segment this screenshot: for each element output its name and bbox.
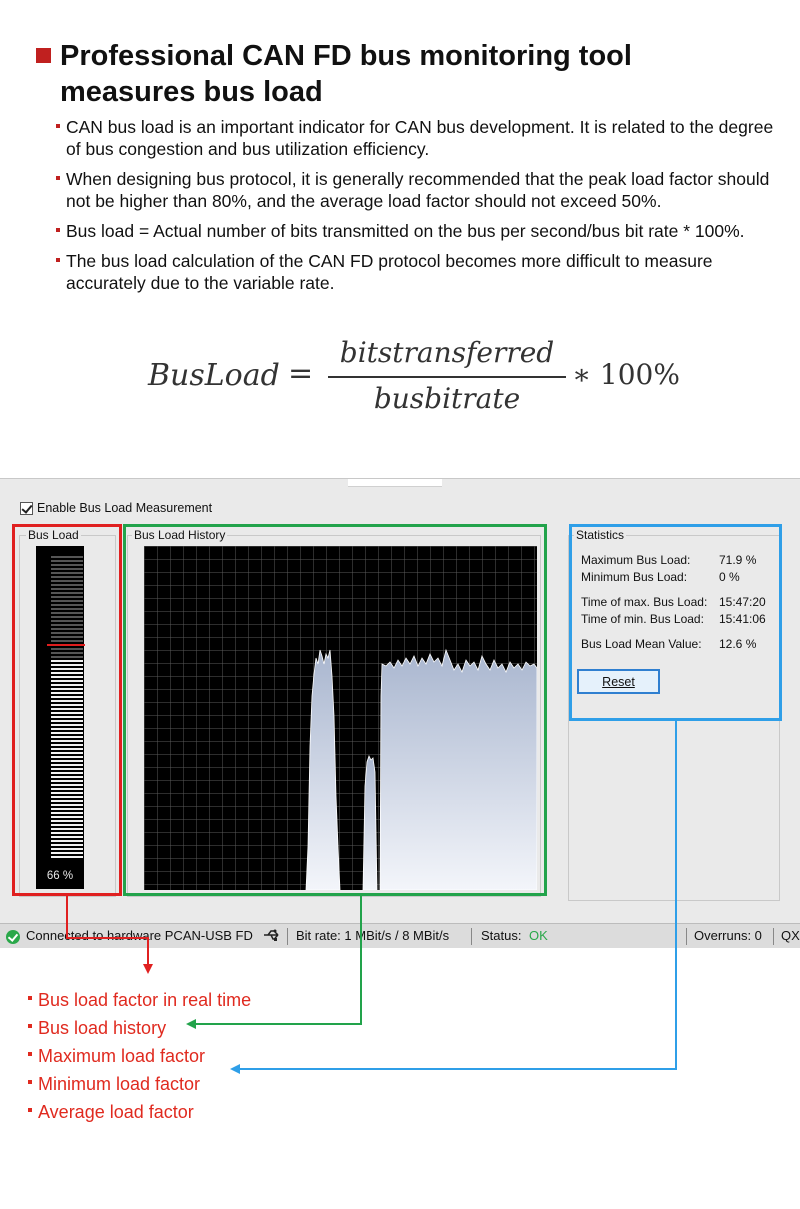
status-value: OK [529, 928, 548, 943]
status-separator [773, 928, 774, 945]
legend-item-maximum [28, 1042, 251, 1070]
legend-text: Average load factor [38, 1102, 194, 1122]
time-max-label: Time of max. Bus Load: [581, 595, 708, 609]
legend-item-minimum [28, 1070, 251, 1098]
bus-load-history-label: Bus Load History [134, 528, 226, 542]
enable-bus-load-checkbox[interactable] [20, 501, 212, 515]
highlight-box-statistics [569, 524, 782, 721]
legend-text: Maximum load factor [38, 1046, 206, 1066]
bullet-square [56, 124, 60, 128]
checkbox-checked-icon[interactable] [20, 502, 33, 515]
check-circle-icon [6, 930, 20, 944]
bullet-text: When designing bus protocol, it is generally recommended that the peak load factor should not be higher than 80%, and the average load factor should not exceed 50%. [66, 169, 770, 211]
legend-text: Bus load factor in real time [38, 990, 252, 1010]
highlight-box-history [123, 524, 547, 896]
qx-status: QX [781, 928, 800, 943]
bullet-list [56, 116, 776, 302]
status-separator [287, 928, 288, 945]
overruns-status: Overruns: 0 [694, 928, 762, 943]
bullet-item [56, 116, 776, 160]
statistics-group-label: Statistics [576, 528, 625, 542]
bus-load-formula [148, 336, 708, 422]
min-bus-load-value: 0 % [719, 570, 740, 584]
reset-button[interactable]: Reset [577, 669, 660, 694]
bullet-square [56, 258, 60, 262]
window-tab-stub [348, 479, 442, 487]
max-bus-load-label: Maximum Bus Load: [581, 553, 691, 567]
legend-text: Bus load history [38, 1018, 167, 1038]
legend-square [28, 1024, 32, 1028]
bullet-item [56, 250, 776, 294]
legend-square [28, 1080, 32, 1084]
page-title: Professional CAN FD bus monitoring tool measures bus load [60, 40, 632, 108]
status-separator [471, 928, 472, 945]
time-min-value: 15:41:06 [719, 612, 766, 626]
usb-icon [263, 927, 281, 946]
mean-label: Bus Load Mean Value: [581, 637, 702, 651]
bus-load-group-label: Bus Load [28, 528, 79, 542]
legend-list [28, 986, 251, 1126]
time-min-label: Time of min. Bus Load: [581, 612, 704, 626]
bullet-text: Bus load = Actual number of bits transmitted on the bus per second/bus bit rate * 100%. [66, 221, 745, 241]
bullet-square [56, 228, 60, 232]
max-bus-load-value: 71.9 % [719, 553, 757, 567]
bullet-square [56, 176, 60, 180]
legend-item-average [28, 1098, 251, 1126]
bullet-item [56, 220, 776, 242]
legend-square [28, 1052, 32, 1056]
legend-square [28, 996, 32, 1000]
highlight-box-bus-load [12, 524, 122, 896]
formula-lhs: BusLoad [148, 358, 280, 393]
formula-rhs: ∗ 100% [572, 358, 680, 391]
bullet-text: CAN bus load is an important indicator for CAN bus development. It is related to the degree of bus congestion and bus utilization efficiency. [66, 117, 774, 159]
legend-square [28, 1108, 32, 1112]
mean-value: 12.6 % [719, 637, 757, 651]
bus-load-value: 66 % [46, 870, 74, 882]
legend-item-realtime [28, 986, 251, 1014]
enable-bus-load-label: Enable Bus Load Measurement [37, 501, 213, 515]
status-separator [686, 928, 687, 945]
bit-rate-status: Bit rate: 1 MBit/s / 8 MBit/s [296, 928, 450, 943]
title-bullet-square [36, 48, 51, 63]
bullet-item [56, 168, 776, 212]
legend-text: Minimum load factor [38, 1074, 201, 1094]
bullet-text: The bus load calculation of the CAN FD protocol becomes more difficult to measure accurately due to the variable rate. [66, 251, 713, 293]
formula-equals: = [288, 356, 314, 391]
formula-numerator: bitstransferred [339, 336, 555, 369]
status-label: Status: [481, 928, 522, 943]
status-bar [0, 923, 800, 948]
connection-status: Connected to hardware PCAN-USB FD [26, 928, 253, 943]
formula-fraction-bar [328, 376, 566, 378]
legend-item-history [28, 1014, 251, 1042]
connector-red-arrow [143, 964, 153, 974]
min-bus-load-label: Minimum Bus Load: [581, 570, 688, 584]
time-max-value: 15:47:20 [719, 595, 766, 609]
formula-denominator: busbitrate [373, 382, 521, 415]
